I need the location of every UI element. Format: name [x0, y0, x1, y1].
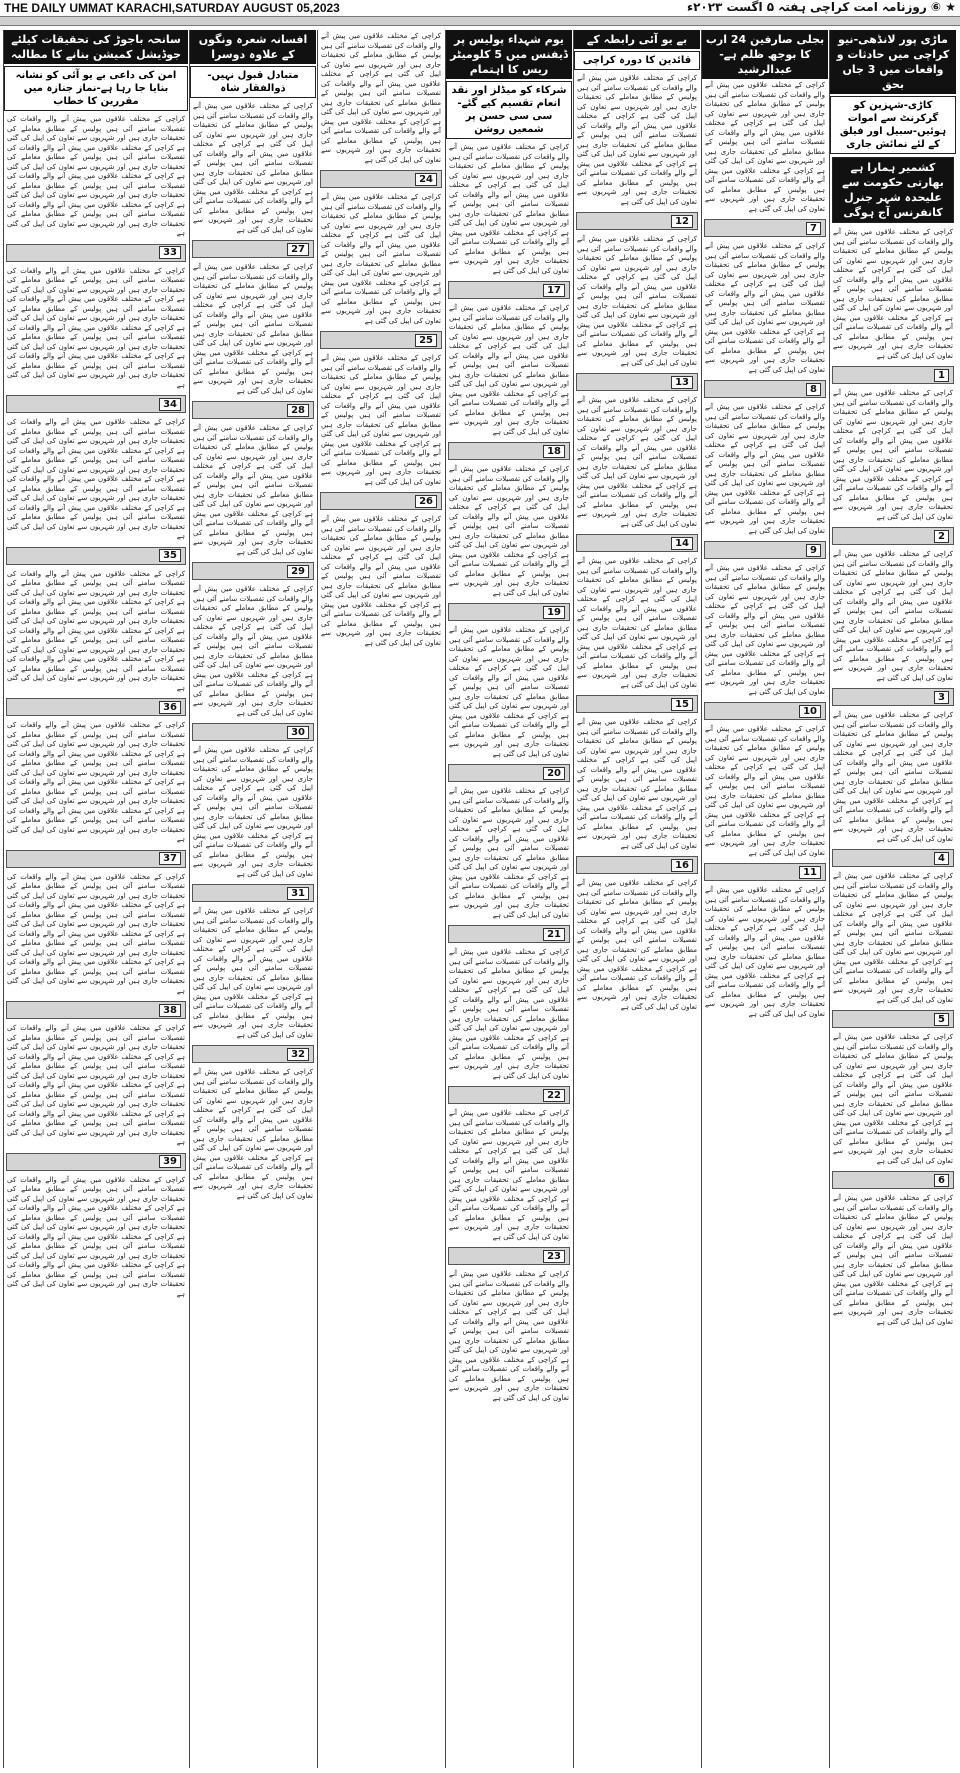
column-subhead: کاڑی-شہزین کو گرکرنٹ سے اموات ہوئیں-سبیل اور فیلق کے لئے نمائش جاری	[830, 96, 956, 154]
article-body: کراچی کے مختلف علاقوں میں پیش آنے والے واقعات کی تفصیلات سامنے آئی ہیں پولیس کے مطابق معاملے کی تحقیقات جاری ہیں اور شہریوں سے تعاون کی اپیل کی گئی ہے کراچی کے مختلف علاقوں میں پیش آنے والے واقعات کی تفصیلات سامنے آئی ہیں پولیس کے مطابق معاملے کی تحقیقات جاری ہیں اور شہریوں سے تعاون کی اپیل کی گئی ہے کراچی کے مختلف علاقوں میں پیش آنے والے واقعات کی تفصیلات سامنے آئی ہیں پولیس کے مطابق معاملے کی تحقیقات جاری ہیں اور شہریوں سے تعاون کی اپیل کی گئی ہے	[833, 550, 953, 682]
article-body: کراچی کے مختلف علاقوں میں پیش آنے والے واقعات کی تفصیلات سامنے آئی ہیں پولیس کے مطابق معاملے کی تحقیقات جاری ہیں اور شہریوں سے تعاون کی اپیل کی گئی ہے کراچی کے مختلف علاقوں میں پیش آنے والے واقعات کی تفصیلات سامنے آئی ہیں پولیس کے مطابق معاملے کی تحقیقات جاری ہیں اور شہریوں سے تعاون کی اپیل کی گئی ہے کراچی کے مختلف علاقوں میں پیش آنے والے واقعات کی تفصیلات سامنے آئی ہیں پولیس کے مطابق معاملے کی تحقیقات جاری ہیں اور شہریوں سے تعاون کی اپیل کی گئی ہے	[577, 235, 697, 367]
article-body: کراچی کے مختلف علاقوں میں پیش آنے والے واقعات کی تفصیلات سامنے آئی ہیں پولیس کے مطابق معاملے کی تحقیقات جاری ہیں اور شہریوں سے تعاون کی اپیل کی گئی ہے کراچی کے مختلف علاقوں میں پیش آنے والے واقعات کی تفصیلات سامنے آئی ہیں پولیس کے مطابق معاملے کی تحقیقات جاری ہیں اور شہریوں سے تعاون کی اپیل کی گئی ہے کراچی کے مختلف علاقوں میں پیش آنے والے واقعات کی تفصیلات سامنے آئی ہیں پولیس کے مطابق معاملے کی تحقیقات جاری ہیں اور شہریوں سے تعاون کی اپیل کی گئی ہے	[577, 74, 697, 206]
section-number: 25	[415, 334, 437, 347]
section-bar	[832, 366, 954, 384]
article-body: کراچی کے مختلف علاقوں میں پیش آنے والے واقعات کی تفصیلات سامنے آئی ہیں پولیس کے مطابق معاملے کی تحقیقات جاری ہیں اور شہریوں سے تعاون کی اپیل کی گئی ہے کراچی کے مختلف علاقوں میں پیش آنے والے واقعات کی تفصیلات سامنے آئی ہیں پولیس کے مطابق معاملے کی تحقیقات جاری ہیں اور شہریوں سے تعاون کی اپیل کی گئی ہے کراچی کے مختلف علاقوں میں پیش آنے والے واقعات کی تفصیلات سامنے آئی ہیں پولیس کے مطابق معاملے کی تحقیقات جاری ہیں اور شہریوں سے تعاون کی اپیل کی گئی ہے	[449, 787, 569, 919]
column-5	[317, 30, 444, 1768]
section-bar	[192, 1045, 314, 1063]
section-number: 6	[934, 1174, 949, 1187]
article-body: کراچی کے مختلف علاقوں میں پیش آنے والے واقعات کی تفصیلات سامنے آئی ہیں پولیس کے مطابق معاملے کی تحقیقات جاری ہیں اور شہریوں سے تعاون کی اپیل کی گئی ہے کراچی کے مختلف علاقوں میں پیش آنے والے واقعات کی تفصیلات سامنے آئی ہیں پولیس کے مطابق معاملے کی تحقیقات جاری ہیں اور شہریوں سے تعاون کی اپیل کی گئی ہے کراچی کے مختلف علاقوں میں پیش آنے والے واقعات کی تفصیلات سامنے آئی ہیں پولیس کے مطابق معاملے کی تحقیقات جاری ہیں اور شہریوں سے تعاون کی اپیل کی گئی ہے	[705, 725, 825, 857]
section-number: 18	[543, 445, 565, 458]
section-bar	[832, 849, 954, 867]
section-bar	[448, 764, 570, 782]
column-headline: بے یو آئی رابطہ کے	[574, 30, 700, 49]
section-number: 38	[159, 1004, 181, 1017]
article-body: کراچی کے مختلف علاقوں میں پیش آنے والے واقعات کی تفصیلات سامنے آئی ہیں پولیس کے مطابق معاملے کی تحقیقات جاری ہیں اور شہریوں سے تعاون کی اپیل کی گئی ہے کراچی کے مختلف علاقوں میں پیش آنے والے واقعات کی تفصیلات سامنے آئی ہیں پولیس کے مطابق معاملے کی تحقیقات جاری ہیں اور شہریوں سے تعاون کی اپیل کی گئی ہے کراچی کے مختلف علاقوں میں پیش آنے والے واقعات کی تفصیلات سامنے آئی ہیں پولیس کے مطابق معاملے کی تحقیقات جاری ہیں اور شہریوں سے تعاون کی اپیل کی گئی ہے	[321, 193, 441, 325]
section-number: 29	[287, 565, 309, 578]
section-number: 36	[159, 701, 181, 714]
section-number: 39	[159, 1155, 181, 1168]
article-body: کراچی کے مختلف علاقوں میں پیش آنے والے واقعات کی تفصیلات سامنے آئی ہیں پولیس کے مطابق معاملے کی تحقیقات جاری ہیں اور شہریوں سے تعاون کی اپیل کی گئی ہے کراچی کے مختلف علاقوں میں پیش آنے والے واقعات کی تفصیلات سامنے آئی ہیں پولیس کے مطابق معاملے کی تحقیقات جاری ہیں اور شہریوں سے تعاون کی اپیل کی گئی ہے کراچی کے مختلف علاقوں میں پیش آنے والے واقعات کی تفصیلات سامنے آئی ہیں پولیس کے مطابق معاملے کی تحقیقات جاری ہیں اور شہریوں سے تعاون کی اپیل کی گئی ہے	[833, 1033, 953, 1165]
section-bar	[320, 492, 442, 510]
article-body: کراچی کے مختلف علاقوں میں پیش آنے والے واقعات کی تفصیلات سامنے آئی ہیں پولیس کے مطابق معاملے کی تحقیقات جاری ہیں اور شہریوں سے تعاون کی اپیل کی گئی ہے کراچی کے مختلف علاقوں میں پیش آنے والے واقعات کی تفصیلات سامنے آئی ہیں پولیس کے مطابق معاملے کی تحقیقات جاری ہیں اور شہریوں سے تعاون کی اپیل کی گئی ہے کراچی کے مختلف علاقوں میں پیش آنے والے واقعات کی تفصیلات سامنے آئی ہیں پولیس کے مطابق معاملے کی تحقیقات جاری ہیں اور شہریوں سے تعاون کی اپیل کی گئی ہے	[193, 102, 313, 234]
section-number: 12	[671, 215, 693, 228]
section-bar	[192, 884, 314, 902]
section-number: 34	[159, 398, 181, 411]
article-body: کراچی کے مختلف علاقوں میں پیش آنے والے واقعات کی تفصیلات سامنے آئی ہیں پولیس کے مطابق معاملے کی تحقیقات جاری ہیں اور شہریوں سے تعاون کی اپیل کی گئی ہے کراچی کے مختلف علاقوں میں پیش آنے والے واقعات کی تفصیلات سامنے آئی ہیں پولیس کے مطابق معاملے کی تحقیقات جاری ہیں اور شہریوں سے تعاون کی اپیل کی گئی ہے کراچی کے مختلف علاقوں میں پیش آنے والے واقعات کی تفصیلات سامنے آئی ہیں پولیس کے مطابق معاملے کی تحقیقات جاری ہیں اور شہریوں سے تعاون کی اپیل کی گئی ہے	[577, 879, 697, 1011]
article-body: کراچی کے مختلف علاقوں میں پیش آنے والے واقعات کی تفصیلات سامنے آئی ہیں پولیس کے مطابق معاملے کی تحقیقات جاری ہیں اور شہریوں سے تعاون کی اپیل کی گئی ہے کراچی کے مختلف علاقوں میں پیش آنے والے واقعات کی تفصیلات سامنے آئی ہیں پولیس کے مطابق معاملے کی تحقیقات جاری ہیں اور شہریوں سے تعاون کی اپیل کی گئی ہے کراچی کے مختلف علاقوں میں پیش آنے والے واقعات کی تفصیلات سامنے آئی ہیں پولیس کے مطابق معاملے کی تحقیقات جاری ہیں اور شہریوں سے تعاون کی اپیل کی گئی ہے کراچی کے مختلف علاقوں میں پیش آنے والے واقعات کی تفصیلات سامنے آئی ہیں پولیس کے مطابق معاملے کی تحقیقات جاری ہیں اور شہریوں سے تعاون کی اپیل کی گئی ہے	[7, 1175, 185, 1298]
section-number: 19	[543, 606, 565, 619]
section-number: 32	[287, 1048, 309, 1061]
article-body: کراچی کے مختلف علاقوں میں پیش آنے والے واقعات کی تفصیلات سامنے آئی ہیں پولیس کے مطابق معاملے کی تحقیقات جاری ہیں اور شہریوں سے تعاون کی اپیل کی گئی ہے کراچی کے مختلف علاقوں میں پیش آنے والے واقعات کی تفصیلات سامنے آئی ہیں پولیس کے مطابق معاملے کی تحقیقات جاری ہیں اور شہریوں سے تعاون کی اپیل کی گئی ہے کراچی کے مختلف علاقوں میں پیش آنے والے واقعات کی تفصیلات سامنے آئی ہیں پولیس کے مطابق معاملے کی تحقیقات جاری ہیں اور شہریوں سے تعاون کی اپیل کی گئی ہے	[449, 1109, 569, 1241]
article-body: کراچی کے مختلف علاقوں میں پیش آنے والے واقعات کی تفصیلات سامنے آئی ہیں پولیس کے مطابق معاملے کی تحقیقات جاری ہیں اور شہریوں سے تعاون کی اپیل کی گئی ہے کراچی کے مختلف علاقوں میں پیش آنے والے واقعات کی تفصیلات سامنے آئی ہیں پولیس کے مطابق معاملے کی تحقیقات جاری ہیں اور شہریوں سے تعاون کی اپیل کی گئی ہے کراچی کے مختلف علاقوں میں پیش آنے والے واقعات کی تفصیلات سامنے آئی ہیں پولیس کے مطابق معاملے کی تحقیقات جاری ہیں اور شہریوں سے تعاون کی اپیل کی گئی ہے کراچی کے مختلف علاقوں میں پیش آنے والے واقعات کی تفصیلات سامنے آئی ہیں پولیس کے مطابق معاملے کی تحقیقات جاری ہیں اور شہریوں سے تعاون کی اپیل کی گئی ہے	[7, 721, 185, 843]
section-number: 7	[806, 222, 821, 235]
section-bar	[6, 698, 186, 716]
column-2	[701, 30, 828, 1768]
section-bar	[832, 688, 954, 706]
column-headline: سانحہ باجوڑ کی تحقیقات کیلئے جوڈیشل کمیشن بنانے کا مطالبہ	[4, 30, 188, 64]
section-number: 35	[159, 549, 181, 562]
article-body: کراچی کے مختلف علاقوں میں پیش آنے والے واقعات کی تفصیلات سامنے آئی ہیں پولیس کے مطابق معاملے کی تحقیقات جاری ہیں اور شہریوں سے تعاون کی اپیل کی گئی ہے کراچی کے مختلف علاقوں میں پیش آنے والے واقعات کی تفصیلات سامنے آئی ہیں پولیس کے مطابق معاملے کی تحقیقات جاری ہیں اور شہریوں سے تعاون کی اپیل کی گئی ہے کراچی کے مختلف علاقوں میں پیش آنے والے واقعات کی تفصیلات سامنے آئی ہیں پولیس کے مطابق معاملے کی تحقیقات جاری ہیں اور شہریوں سے تعاون کی اپیل کی گئی ہے	[577, 557, 697, 689]
article-body: کراچی کے مختلف علاقوں میں پیش آنے والے واقعات کی تفصیلات سامنے آئی ہیں پولیس کے مطابق معاملے کی تحقیقات جاری ہیں اور شہریوں سے تعاون کی اپیل کی گئی ہے کراچی کے مختلف علاقوں میں پیش آنے والے واقعات کی تفصیلات سامنے آئی ہیں پولیس کے مطابق معاملے کی تحقیقات جاری ہیں اور شہریوں سے تعاون کی اپیل کی گئی ہے کراچی کے مختلف علاقوں میں پیش آنے والے واقعات کی تفصیلات سامنے آئی ہیں پولیس کے مطابق معاملے کی تحقیقات جاری ہیں اور شہریوں سے تعاون کی اپیل کی گئی ہے کراچی کے مختلف علاقوں میں پیش آنے والے واقعات کی تفصیلات سامنے آئی ہیں پولیس کے مطابق معاملے کی تحقیقات جاری ہیں اور شہریوں سے تعاون کی اپیل کی گئی ہے	[7, 1024, 185, 1146]
section-bar	[704, 219, 826, 237]
section-number: 17	[543, 284, 565, 297]
article-body: کراچی کے مختلف علاقوں میں پیش آنے والے واقعات کی تفصیلات سامنے آئی ہیں پولیس کے مطابق معاملے کی تحقیقات جاری ہیں اور شہریوں سے تعاون کی اپیل کی گئی ہے کراچی کے مختلف علاقوں میں پیش آنے والے واقعات کی تفصیلات سامنے آئی ہیں پولیس کے مطابق معاملے کی تحقیقات جاری ہیں اور شہریوں سے تعاون کی اپیل کی گئی ہے کراچی کے مختلف علاقوں میں پیش آنے والے واقعات کی تفصیلات سامنے آئی ہیں پولیس کے مطابق معاملے کی تحقیقات جاری ہیں اور شہریوں سے تعاون کی اپیل کی گئی ہے	[449, 948, 569, 1080]
masthead	[0, 0, 960, 16]
article-body: کراچی کے مختلف علاقوں میں پیش آنے والے واقعات کی تفصیلات سامنے آئی ہیں پولیس کے مطابق معاملے کی تحقیقات جاری ہیں اور شہریوں سے تعاون کی اپیل کی گئی ہے کراچی کے مختلف علاقوں میں پیش آنے والے واقعات کی تفصیلات سامنے آئی ہیں پولیس کے مطابق معاملے کی تحقیقات جاری ہیں اور شہریوں سے تعاون کی اپیل کی گئی ہے کراچی کے مختلف علاقوں میں پیش آنے والے واقعات کی تفصیلات سامنے آئی ہیں پولیس کے مطابق معاملے کی تحقیقات جاری ہیں اور شہریوں سے تعاون کی اپیل کی گئی ہے	[833, 389, 953, 521]
section-bar	[192, 240, 314, 258]
section-number: 5	[934, 1013, 949, 1026]
section-number: 31	[287, 887, 309, 900]
header-rule	[0, 16, 960, 26]
section-bar	[6, 1153, 186, 1171]
section-bar	[448, 1247, 570, 1265]
article-body: کراچی کے مختلف علاقوں میں پیش آنے والے واقعات کی تفصیلات سامنے آئی ہیں پولیس کے مطابق معاملے کی تحقیقات جاری ہیں اور شہریوں سے تعاون کی اپیل کی گئی ہے کراچی کے مختلف علاقوں میں پیش آنے والے واقعات کی تفصیلات سامنے آئی ہیں پولیس کے مطابق معاملے کی تحقیقات جاری ہیں اور شہریوں سے تعاون کی اپیل کی گئی ہے کراچی کے مختلف علاقوں میں پیش آنے والے واقعات کی تفصیلات سامنے آئی ہیں پولیس کے مطابق معاملے کی تحقیقات جاری ہیں اور شہریوں سے تعاون کی اپیل کی گئی ہے	[577, 396, 697, 528]
section-number: 9	[806, 544, 821, 557]
article-body: کراچی کے مختلف علاقوں میں پیش آنے والے واقعات کی تفصیلات سامنے آئی ہیں پولیس کے مطابق معاملے کی تحقیقات جاری ہیں اور شہریوں سے تعاون کی اپیل کی گئی ہے کراچی کے مختلف علاقوں میں پیش آنے والے واقعات کی تفصیلات سامنے آئی ہیں پولیس کے مطابق معاملے کی تحقیقات جاری ہیں اور شہریوں سے تعاون کی اپیل کی گئی ہے کراچی کے مختلف علاقوں میں پیش آنے والے واقعات کی تفصیلات سامنے آئی ہیں پولیس کے مطابق معاملے کی تحقیقات جاری ہیں اور شہریوں سے تعاون کی اپیل کی گئی ہے کراچی کے مختلف علاقوں میں پیش آنے والے واقعات کی تفصیلات سامنے آئی ہیں پولیس کے مطابق معاملے کی تحقیقات جاری ہیں اور شہریوں سے تعاون کی اپیل کی گئی ہے	[7, 266, 185, 389]
newspaper-page	[4, 30, 956, 1768]
section-bar	[576, 695, 698, 713]
section-bar	[576, 534, 698, 552]
section-number: 27	[287, 243, 309, 256]
article-body: کراچی کے مختلف علاقوں میں پیش آنے والے واقعات کی تفصیلات سامنے آئی ہیں پولیس کے مطابق معاملے کی تحقیقات جاری ہیں اور شہریوں سے تعاون کی اپیل کی گئی ہے کراچی کے مختلف علاقوں میں پیش آنے والے واقعات کی تفصیلات سامنے آئی ہیں پولیس کے مطابق معاملے کی تحقیقات جاری ہیں اور شہریوں سے تعاون کی اپیل کی گئی ہے کراچی کے مختلف علاقوں میں پیش آنے والے واقعات کی تفصیلات سامنے آئی ہیں پولیس کے مطابق معاملے کی تحقیقات جاری ہیں اور شہریوں سے تعاون کی اپیل کی گئی ہے	[833, 228, 953, 360]
section-bar	[832, 1010, 954, 1028]
section-number: 8	[806, 383, 821, 396]
column-6	[189, 30, 316, 1768]
column-1	[829, 30, 956, 1768]
article-body: کراچی کے مختلف علاقوں میں پیش آنے والے واقعات کی تفصیلات سامنے آئی ہیں پولیس کے مطابق معاملے کی تحقیقات جاری ہیں اور شہریوں سے تعاون کی اپیل کی گئی ہے کراچی کے مختلف علاقوں میں پیش آنے والے واقعات کی تفصیلات سامنے آئی ہیں پولیس کے مطابق معاملے کی تحقیقات جاری ہیں اور شہریوں سے تعاون کی اپیل کی گئی ہے کراچی کے مختلف علاقوں میں پیش آنے والے واقعات کی تفصیلات سامنے آئی ہیں پولیس کے مطابق معاملے کی تحقیقات جاری ہیں اور شہریوں سے تعاون کی اپیل کی گئی ہے	[449, 626, 569, 758]
article-body: کراچی کے مختلف علاقوں میں پیش آنے والے واقعات کی تفصیلات سامنے آئی ہیں پولیس کے مطابق معاملے کی تحقیقات جاری ہیں اور شہریوں سے تعاون کی اپیل کی گئی ہے کراچی کے مختلف علاقوں میں پیش آنے والے واقعات کی تفصیلات سامنے آئی ہیں پولیس کے مطابق معاملے کی تحقیقات جاری ہیں اور شہریوں سے تعاون کی اپیل کی گئی ہے کراچی کے مختلف علاقوں میں پیش آنے والے واقعات کی تفصیلات سامنے آئی ہیں پولیس کے مطابق معاملے کی تحقیقات جاری ہیں اور شہریوں سے تعاون کی اپیل کی گئی ہے	[193, 1068, 313, 1200]
section-bar	[6, 547, 186, 565]
section-number: 21	[543, 928, 565, 941]
section-number: 24	[415, 173, 437, 186]
article-body: کراچی کے مختلف علاقوں میں پیش آنے والے واقعات کی تفصیلات سامنے آئی ہیں پولیس کے مطابق معاملے کی تحقیقات جاری ہیں اور شہریوں سے تعاون کی اپیل کی گئی ہے کراچی کے مختلف علاقوں میں پیش آنے والے واقعات کی تفصیلات سامنے آئی ہیں پولیس کے مطابق معاملے کی تحقیقات جاری ہیں اور شہریوں سے تعاون کی اپیل کی گئی ہے کراچی کے مختلف علاقوں میں پیش آنے والے واقعات کی تفصیلات سامنے آئی ہیں پولیس کے مطابق معاملے کی تحقیقات جاری ہیں اور شہریوں سے تعاون کی اپیل کی گئی ہے	[321, 354, 441, 486]
section-bar	[448, 281, 570, 299]
masthead-urdu-date: ★ ⑥ روزنامہ امت کراچی ہفتہ ۵ اگست ۲۰۲۳ء	[686, 0, 956, 14]
section-bar	[832, 527, 954, 545]
section-bar	[576, 373, 698, 391]
section-bar	[6, 395, 186, 413]
section-bar	[320, 331, 442, 349]
section-number: 14	[671, 537, 693, 550]
section-bar	[704, 380, 826, 398]
article-body: کراچی کے مختلف علاقوں میں پیش آنے والے واقعات کی تفصیلات سامنے آئی ہیں پولیس کے مطابق معاملے کی تحقیقات جاری ہیں اور شہریوں سے تعاون کی اپیل کی گئی ہے کراچی کے مختلف علاقوں میں پیش آنے والے واقعات کی تفصیلات سامنے آئی ہیں پولیس کے مطابق معاملے کی تحقیقات جاری ہیں اور شہریوں سے تعاون کی اپیل کی گئی ہے کراچی کے مختلف علاقوں میں پیش آنے والے واقعات کی تفصیلات سامنے آئی ہیں پولیس کے مطابق معاملے کی تحقیقات جاری ہیں اور شہریوں سے تعاون کی اپیل کی گئی ہے	[705, 242, 825, 374]
column-headline: ماڑی پور لانڈھی-نیو کراچی میں حادثات و واقعات میں 3 جاں بحق	[830, 30, 956, 94]
column-subhead: متبادل قبول نہیں-ذوالفقار شاہ	[190, 66, 316, 98]
column-7	[3, 30, 188, 1768]
article-body: کراچی کے مختلف علاقوں میں پیش آنے والے واقعات کی تفصیلات سامنے آئی ہیں پولیس کے مطابق معاملے کی تحقیقات جاری ہیں اور شہریوں سے تعاون کی اپیل کی گئی ہے کراچی کے مختلف علاقوں میں پیش آنے والے واقعات کی تفصیلات سامنے آئی ہیں پولیس کے مطابق معاملے کی تحقیقات جاری ہیں اور شہریوں سے تعاون کی اپیل کی گئی ہے کراچی کے مختلف علاقوں میں پیش آنے والے واقعات کی تفصیلات سامنے آئی ہیں پولیس کے مطابق معاملے کی تحقیقات جاری ہیں اور شہریوں سے تعاون کی اپیل کی گئی ہے	[705, 403, 825, 535]
article-body: کراچی کے مختلف علاقوں میں پیش آنے والے واقعات کی تفصیلات سامنے آئی ہیں پولیس کے مطابق معاملے کی تحقیقات جاری ہیں اور شہریوں سے تعاون کی اپیل کی گئی ہے کراچی کے مختلف علاقوں میں پیش آنے والے واقعات کی تفصیلات سامنے آئی ہیں پولیس کے مطابق معاملے کی تحقیقات جاری ہیں اور شہریوں سے تعاون کی اپیل کی گئی ہے کراچی کے مختلف علاقوں میں پیش آنے والے واقعات کی تفصیلات سامنے آئی ہیں پولیس کے مطابق معاملے کی تحقیقات جاری ہیں اور شہریوں سے تعاون کی اپیل کی گئی ہے	[449, 143, 569, 275]
section-bar	[6, 244, 186, 262]
article-body: کراچی کے مختلف علاقوں میں پیش آنے والے واقعات کی تفصیلات سامنے آئی ہیں پولیس کے مطابق معاملے کی تحقیقات جاری ہیں اور شہریوں سے تعاون کی اپیل کی گئی ہے کراچی کے مختلف علاقوں میں پیش آنے والے واقعات کی تفصیلات سامنے آئی ہیں پولیس کے مطابق معاملے کی تحقیقات جاری ہیں اور شہریوں سے تعاون کی اپیل کی گئی ہے کراچی کے مختلف علاقوں میں پیش آنے والے واقعات کی تفصیلات سامنے آئی ہیں پولیس کے مطابق معاملے کی تحقیقات جاری ہیں اور شہریوں سے تعاون کی اپیل کی گئی ہے	[193, 907, 313, 1039]
column-headline: بجلی صارفین 24 ارب کا بوجھ ظلم ہے-عبدالرشید	[702, 30, 828, 79]
section-bar	[576, 212, 698, 230]
article-body: کراچی کے مختلف علاقوں میں پیش آنے والے واقعات کی تفصیلات سامنے آئی ہیں پولیس کے مطابق معاملے کی تحقیقات جاری ہیں اور شہریوں سے تعاون کی اپیل کی گئی ہے کراچی کے مختلف علاقوں میں پیش آنے والے واقعات کی تفصیلات سامنے آئی ہیں پولیس کے مطابق معاملے کی تحقیقات جاری ہیں اور شہریوں سے تعاون کی اپیل کی گئی ہے کراچی کے مختلف علاقوں میں پیش آنے والے واقعات کی تفصیلات سامنے آئی ہیں پولیس کے مطابق معاملے کی تحقیقات جاری ہیں اور شہریوں سے تعاون کی اپیل کی گئی ہے	[705, 564, 825, 696]
section-bar	[448, 442, 570, 460]
section-number: 37	[159, 852, 181, 865]
article-body: کراچی کے مختلف علاقوں میں پیش آنے والے واقعات کی تفصیلات سامنے آئی ہیں پولیس کے مطابق معاملے کی تحقیقات جاری ہیں اور شہریوں سے تعاون کی اپیل کی گئی ہے کراچی کے مختلف علاقوں میں پیش آنے والے واقعات کی تفصیلات سامنے آئی ہیں پولیس کے مطابق معاملے کی تحقیقات جاری ہیں اور شہریوں سے تعاون کی اپیل کی گئی ہے کراچی کے مختلف علاقوں میں پیش آنے والے واقعات کی تفصیلات سامنے آئی ہیں پولیس کے مطابق معاملے کی تحقیقات جاری ہیں اور شہریوں سے تعاون کی اپیل کی گئی ہے	[833, 1194, 953, 1326]
article-body: کراچی کے مختلف علاقوں میں پیش آنے والے واقعات کی تفصیلات سامنے آئی ہیں پولیس کے مطابق معاملے کی تحقیقات جاری ہیں اور شہریوں سے تعاون کی اپیل کی گئی ہے کراچی کے مختلف علاقوں میں پیش آنے والے واقعات کی تفصیلات سامنے آئی ہیں پولیس کے مطابق معاملے کی تحقیقات جاری ہیں اور شہریوں سے تعاون کی اپیل کی گئی ہے کراچی کے مختلف علاقوں میں پیش آنے والے واقعات کی تفصیلات سامنے آئی ہیں پولیس کے مطابق معاملے کی تحقیقات جاری ہیں اور شہریوں سے تعاون کی اپیل کی گئی ہے کراچی کے مختلف علاقوں میں پیش آنے والے واقعات کی تفصیلات سامنے آئی ہیں پولیس کے مطابق معاملے کی تحقیقات جاری ہیں اور شہریوں سے تعاون کی اپیل کی گئی ہے	[7, 569, 185, 692]
section-number: 28	[287, 404, 309, 417]
article-body: کراچی کے مختلف علاقوں میں پیش آنے والے واقعات کی تفصیلات سامنے آئی ہیں پولیس کے مطابق معاملے کی تحقیقات جاری ہیں اور شہریوں سے تعاون کی اپیل کی گئی ہے کراچی کے مختلف علاقوں میں پیش آنے والے واقعات کی تفصیلات سامنے آئی ہیں پولیس کے مطابق معاملے کی تحقیقات جاری ہیں اور شہریوں سے تعاون کی اپیل کی گئی ہے کراچی کے مختلف علاقوں میں پیش آنے والے واقعات کی تفصیلات سامنے آئی ہیں پولیس کے مطابق معاملے کی تحقیقات جاری ہیں اور شہریوں سے تعاون کی اپیل کی گئی ہے	[193, 746, 313, 878]
article-body: کراچی کے مختلف علاقوں میں پیش آنے والے واقعات کی تفصیلات سامنے آئی ہیں پولیس کے مطابق معاملے کی تحقیقات جاری ہیں اور شہریوں سے تعاون کی اپیل کی گئی ہے کراچی کے مختلف علاقوں میں پیش آنے والے واقعات کی تفصیلات سامنے آئی ہیں پولیس کے مطابق معاملے کی تحقیقات جاری ہیں اور شہریوں سے تعاون کی اپیل کی گئی ہے کراچی کے مختلف علاقوں میں پیش آنے والے واقعات کی تفصیلات سامنے آئی ہیں پولیس کے مطابق معاملے کی تحقیقات جاری ہیں اور شہریوں سے تعاون کی اپیل کی گئی ہے	[577, 718, 697, 850]
section-bar	[320, 170, 442, 188]
section-number: 11	[799, 866, 821, 879]
section-bar	[704, 863, 826, 881]
article-body: کراچی کے مختلف علاقوں میں پیش آنے والے واقعات کی تفصیلات سامنے آئی ہیں پولیس کے مطابق معاملے کی تحقیقات جاری ہیں اور شہریوں سے تعاون کی اپیل کی گئی ہے کراچی کے مختلف علاقوں میں پیش آنے والے واقعات کی تفصیلات سامنے آئی ہیں پولیس کے مطابق معاملے کی تحقیقات جاری ہیں اور شہریوں سے تعاون کی اپیل کی گئی ہے کراچی کے مختلف علاقوں میں پیش آنے والے واقعات کی تفصیلات سامنے آئی ہیں پولیس کے مطابق معاملے کی تحقیقات جاری ہیں اور شہریوں سے تعاون کی اپیل کی گئی ہے کراچی کے مختلف علاقوں میں پیش آنے والے واقعات کی تفصیلات سامنے آئی ہیں پولیس کے مطابق معاملے کی تحقیقات جاری ہیں اور شہریوں سے تعاون کی اپیل کی گئی ہے	[7, 872, 185, 995]
section-bar	[704, 702, 826, 720]
section-bar	[448, 603, 570, 621]
section-number: 22	[543, 1089, 565, 1102]
column-3	[573, 30, 700, 1768]
section-bar	[192, 723, 314, 741]
section-number: 23	[543, 1250, 565, 1263]
article-body: کراچی کے مختلف علاقوں میں پیش آنے والے واقعات کی تفصیلات سامنے آئی ہیں پولیس کے مطابق معاملے کی تحقیقات جاری ہیں اور شہریوں سے تعاون کی اپیل کی گئی ہے کراچی کے مختلف علاقوں میں پیش آنے والے واقعات کی تفصیلات سامنے آئی ہیں پولیس کے مطابق معاملے کی تحقیقات جاری ہیں اور شہریوں سے تعاون کی اپیل کی گئی ہے کراچی کے مختلف علاقوں میں پیش آنے والے واقعات کی تفصیلات سامنے آئی ہیں پولیس کے مطابق معاملے کی تحقیقات جاری ہیں اور شہریوں سے تعاون کی اپیل کی گئی ہے	[321, 515, 441, 647]
article-body: کراچی کے مختلف علاقوں میں پیش آنے والے واقعات کی تفصیلات سامنے آئی ہیں پولیس کے مطابق معاملے کی تحقیقات جاری ہیں اور شہریوں سے تعاون کی اپیل کی گئی ہے کراچی کے مختلف علاقوں میں پیش آنے والے واقعات کی تفصیلات سامنے آئی ہیں پولیس کے مطابق معاملے کی تحقیقات جاری ہیں اور شہریوں سے تعاون کی اپیل کی گئی ہے کراچی کے مختلف علاقوں میں پیش آنے والے واقعات کی تفصیلات سامنے آئی ہیں پولیس کے مطابق معاملے کی تحقیقات جاری ہیں اور شہریوں سے تعاون کی اپیل کی گئی ہے	[193, 263, 313, 395]
masthead-english-date: THE DAILY UMMAT KARACHI,SATURDAY AUGUST 05,2023	[4, 1, 340, 15]
section-bar	[6, 1001, 186, 1019]
article-body: کراچی کے مختلف علاقوں میں پیش آنے والے واقعات کی تفصیلات سامنے آئی ہیں پولیس کے مطابق معاملے کی تحقیقات جاری ہیں اور شہریوں سے تعاون کی اپیل کی گئی ہے کراچی کے مختلف علاقوں میں پیش آنے والے واقعات کی تفصیلات سامنے آئی ہیں پولیس کے مطابق معاملے کی تحقیقات جاری ہیں اور شہریوں سے تعاون کی اپیل کی گئی ہے کراچی کے مختلف علاقوں میں پیش آنے والے واقعات کی تفصیلات سامنے آئی ہیں پولیس کے مطابق معاملے کی تحقیقات جاری ہیں اور شہریوں سے تعاون کی اپیل کی گئی ہے	[705, 886, 825, 1018]
section-number: 30	[287, 726, 309, 739]
section-bar	[576, 856, 698, 874]
section-bar	[6, 850, 186, 868]
article-body: کراچی کے مختلف علاقوں میں پیش آنے والے واقعات کی تفصیلات سامنے آئی ہیں پولیس کے مطابق معاملے کی تحقیقات جاری ہیں اور شہریوں سے تعاون کی اپیل کی گئی ہے کراچی کے مختلف علاقوں میں پیش آنے والے واقعات کی تفصیلات سامنے آئی ہیں پولیس کے مطابق معاملے کی تحقیقات جاری ہیں اور شہریوں سے تعاون کی اپیل کی گئی ہے کراچی کے مختلف علاقوں میں پیش آنے والے واقعات کی تفصیلات سامنے آئی ہیں پولیس کے مطابق معاملے کی تحقیقات جاری ہیں اور شہریوں سے تعاون کی اپیل کی گئی ہے کراچی کے مختلف علاقوں میں پیش آنے والے واقعات کی تفصیلات سامنے آئی ہیں پولیس کے مطابق معاملے کی تحقیقات جاری ہیں اور شہریوں سے تعاون کی اپیل کی گئی ہے	[7, 418, 185, 540]
section-number: 3	[934, 691, 949, 704]
article-body: کراچی کے مختلف علاقوں میں پیش آنے والے واقعات کی تفصیلات سامنے آئی ہیں پولیس کے مطابق معاملے کی تحقیقات جاری ہیں اور شہریوں سے تعاون کی اپیل کی گئی ہے کراچی کے مختلف علاقوں میں پیش آنے والے واقعات کی تفصیلات سامنے آئی ہیں پولیس کے مطابق معاملے کی تحقیقات جاری ہیں اور شہریوں سے تعاون کی اپیل کی گئی ہے کراچی کے مختلف علاقوں میں پیش آنے والے واقعات کی تفصیلات سامنے آئی ہیں پولیس کے مطابق معاملے کی تحقیقات جاری ہیں اور شہریوں سے تعاون کی اپیل کی گئی ہے	[449, 1270, 569, 1402]
article-body: کراچی کے مختلف علاقوں میں پیش آنے والے واقعات کی تفصیلات سامنے آئی ہیں پولیس کے مطابق معاملے کی تحقیقات جاری ہیں اور شہریوں سے تعاون کی اپیل کی گئی ہے کراچی کے مختلف علاقوں میں پیش آنے والے واقعات کی تفصیلات سامنے آئی ہیں پولیس کے مطابق معاملے کی تحقیقات جاری ہیں اور شہریوں سے تعاون کی اپیل کی گئی ہے کراچی کے مختلف علاقوں میں پیش آنے والے واقعات کی تفصیلات سامنے آئی ہیں پولیس کے مطابق معاملے کی تحقیقات جاری ہیں اور شہریوں سے تعاون کی اپیل کی گئی ہے	[449, 465, 569, 597]
section-bar	[448, 1086, 570, 1104]
section-bar	[704, 541, 826, 559]
article-body: کراچی کے مختلف علاقوں میں پیش آنے والے واقعات کی تفصیلات سامنے آئی ہیں پولیس کے مطابق معاملے کی تحقیقات جاری ہیں اور شہریوں سے تعاون کی اپیل کی گئی ہے کراچی کے مختلف علاقوں میں پیش آنے والے واقعات کی تفصیلات سامنے آئی ہیں پولیس کے مطابق معاملے کی تحقیقات جاری ہیں اور شہریوں سے تعاون کی اپیل کی گئی ہے کراچی کے مختلف علاقوں میں پیش آنے والے واقعات کی تفصیلات سامنے آئی ہیں پولیس کے مطابق معاملے کی تحقیقات جاری ہیں اور شہریوں سے تعاون کی اپیل کی گئی ہے	[193, 424, 313, 556]
section-number: 10	[799, 705, 821, 718]
column-headline: افسانہ شعرہ ونگوں کے علاوہ دوسرا	[190, 30, 316, 64]
column-4	[445, 30, 572, 1768]
section-bar	[832, 1171, 954, 1189]
article-body: کراچی کے مختلف علاقوں میں پیش آنے والے واقعات کی تفصیلات سامنے آئی ہیں پولیس کے مطابق معاملے کی تحقیقات جاری ہیں اور شہریوں سے تعاون کی اپیل کی گئی ہے کراچی کے مختلف علاقوں میں پیش آنے والے واقعات کی تفصیلات سامنے آئی ہیں پولیس کے مطابق معاملے کی تحقیقات جاری ہیں اور شہریوں سے تعاون کی اپیل کی گئی ہے کراچی کے مختلف علاقوں میں پیش آنے والے واقعات کی تفصیلات سامنے آئی ہیں پولیس کے مطابق معاملے کی تحقیقات جاری ہیں اور شہریوں سے تعاون کی اپیل کی گئی ہے	[321, 32, 441, 164]
section-bar	[192, 562, 314, 580]
column-headline: یوم شہداء پولیس پر ڈیفنس میں 5 کلومیٹر ریس کا اہتمام	[446, 30, 572, 79]
article-body: کراچی کے مختلف علاقوں میں پیش آنے والے واقعات کی تفصیلات سامنے آئی ہیں پولیس کے مطابق معاملے کی تحقیقات جاری ہیں اور شہریوں سے تعاون کی اپیل کی گئی ہے کراچی کے مختلف علاقوں میں پیش آنے والے واقعات کی تفصیلات سامنے آئی ہیں پولیس کے مطابق معاملے کی تحقیقات جاری ہیں اور شہریوں سے تعاون کی اپیل کی گئی ہے کراچی کے مختلف علاقوں میں پیش آنے والے واقعات کی تفصیلات سامنے آئی ہیں پولیس کے مطابق معاملے کی تحقیقات جاری ہیں اور شہریوں سے تعاون کی اپیل کی گئی ہے	[193, 585, 313, 717]
article-body: کراچی کے مختلف علاقوں میں پیش آنے والے واقعات کی تفصیلات سامنے آئی ہیں پولیس کے مطابق معاملے کی تحقیقات جاری ہیں اور شہریوں سے تعاون کی اپیل کی گئی ہے کراچی کے مختلف علاقوں میں پیش آنے والے واقعات کی تفصیلات سامنے آئی ہیں پولیس کے مطابق معاملے کی تحقیقات جاری ہیں اور شہریوں سے تعاون کی اپیل کی گئی ہے کراچی کے مختلف علاقوں میں پیش آنے والے واقعات کی تفصیلات سامنے آئی ہیں پولیس کے مطابق معاملے کی تحقیقات جاری ہیں اور شہریوں سے تعاون کی اپیل کی گئی ہے	[833, 872, 953, 1004]
column-subhead: امن کی داعی بے یو آئی کو نشانہ بنایا جا رہا ہے-نماز جنازہ میں مقررین کا خطاب	[4, 66, 188, 111]
section-number: 26	[415, 495, 437, 508]
section-bar	[448, 925, 570, 943]
section-bar	[192, 401, 314, 419]
column-subhead: شرکاء کو میڈلز اور نقد انعام تقسیم کیے گئے-سی سی حسن پر شمعیں روشن	[446, 81, 572, 139]
section-number: 4	[934, 852, 949, 865]
article-body: کراچی کے مختلف علاقوں میں پیش آنے والے واقعات کی تفصیلات سامنے آئی ہیں پولیس کے مطابق معاملے کی تحقیقات جاری ہیں اور شہریوں سے تعاون کی اپیل کی گئی ہے کراچی کے مختلف علاقوں میں پیش آنے والے واقعات کی تفصیلات سامنے آئی ہیں پولیس کے مطابق معاملے کی تحقیقات جاری ہیں اور شہریوں سے تعاون کی اپیل کی گئی ہے کراچی کے مختلف علاقوں میں پیش آنے والے واقعات کی تفصیلات سامنے آئی ہیں پولیس کے مطابق معاملے کی تحقیقات جاری ہیں اور شہریوں سے تعاون کی اپیل کی گئی ہے کراچی کے مختلف علاقوں میں پیش آنے والے واقعات کی تفصیلات سامنے آئی ہیں پولیس کے مطابق معاملے کی تحقیقات جاری ہیں اور شہریوں سے تعاون کی اپیل کی گئی ہے	[7, 115, 185, 237]
article-body: کراچی کے مختلف علاقوں میں پیش آنے والے واقعات کی تفصیلات سامنے آئی ہیں پولیس کے مطابق معاملے کی تحقیقات جاری ہیں اور شہریوں سے تعاون کی اپیل کی گئی ہے کراچی کے مختلف علاقوں میں پیش آنے والے واقعات کی تفصیلات سامنے آئی ہیں پولیس کے مطابق معاملے کی تحقیقات جاری ہیں اور شہریوں سے تعاون کی اپیل کی گئی ہے کراچی کے مختلف علاقوں میں پیش آنے والے واقعات کی تفصیلات سامنے آئی ہیں پولیس کے مطابق معاملے کی تحقیقات جاری ہیں اور شہریوں سے تعاون کی اپیل کی گئی ہے	[705, 81, 825, 213]
article-body: کراچی کے مختلف علاقوں میں پیش آنے والے واقعات کی تفصیلات سامنے آئی ہیں پولیس کے مطابق معاملے کی تحقیقات جاری ہیں اور شہریوں سے تعاون کی اپیل کی گئی ہے کراچی کے مختلف علاقوں میں پیش آنے والے واقعات کی تفصیلات سامنے آئی ہیں پولیس کے مطابق معاملے کی تحقیقات جاری ہیں اور شہریوں سے تعاون کی اپیل کی گئی ہے کراچی کے مختلف علاقوں میں پیش آنے والے واقعات کی تفصیلات سامنے آئی ہیں پولیس کے مطابق معاملے کی تحقیقات جاری ہیں اور شہریوں سے تعاون کی اپیل کی گئی ہے	[449, 304, 569, 436]
article-body: کراچی کے مختلف علاقوں میں پیش آنے والے واقعات کی تفصیلات سامنے آئی ہیں پولیس کے مطابق معاملے کی تحقیقات جاری ہیں اور شہریوں سے تعاون کی اپیل کی گئی ہے کراچی کے مختلف علاقوں میں پیش آنے والے واقعات کی تفصیلات سامنے آئی ہیں پولیس کے مطابق معاملے کی تحقیقات جاری ہیں اور شہریوں سے تعاون کی اپیل کی گئی ہے کراچی کے مختلف علاقوں میں پیش آنے والے واقعات کی تفصیلات سامنے آئی ہیں پولیس کے مطابق معاملے کی تحقیقات جاری ہیں اور شہریوں سے تعاون کی اپیل کی گئی ہے	[833, 711, 953, 843]
column-subhead: قائدین کا دورہ کراچی	[574, 51, 700, 70]
boxed-headline: کشمیر ہمارا ہے بھارتی حکومت سے علیحدہ شہر جنرل کانفرنس آج ہوگی	[832, 157, 954, 223]
section-number: 2	[934, 530, 949, 543]
section-number: 13	[671, 376, 693, 389]
section-number: 1	[934, 369, 949, 382]
section-number: 16	[671, 859, 693, 872]
section-number: 15	[671, 698, 693, 711]
section-number: 20	[543, 767, 565, 780]
section-number: 33	[159, 246, 181, 259]
